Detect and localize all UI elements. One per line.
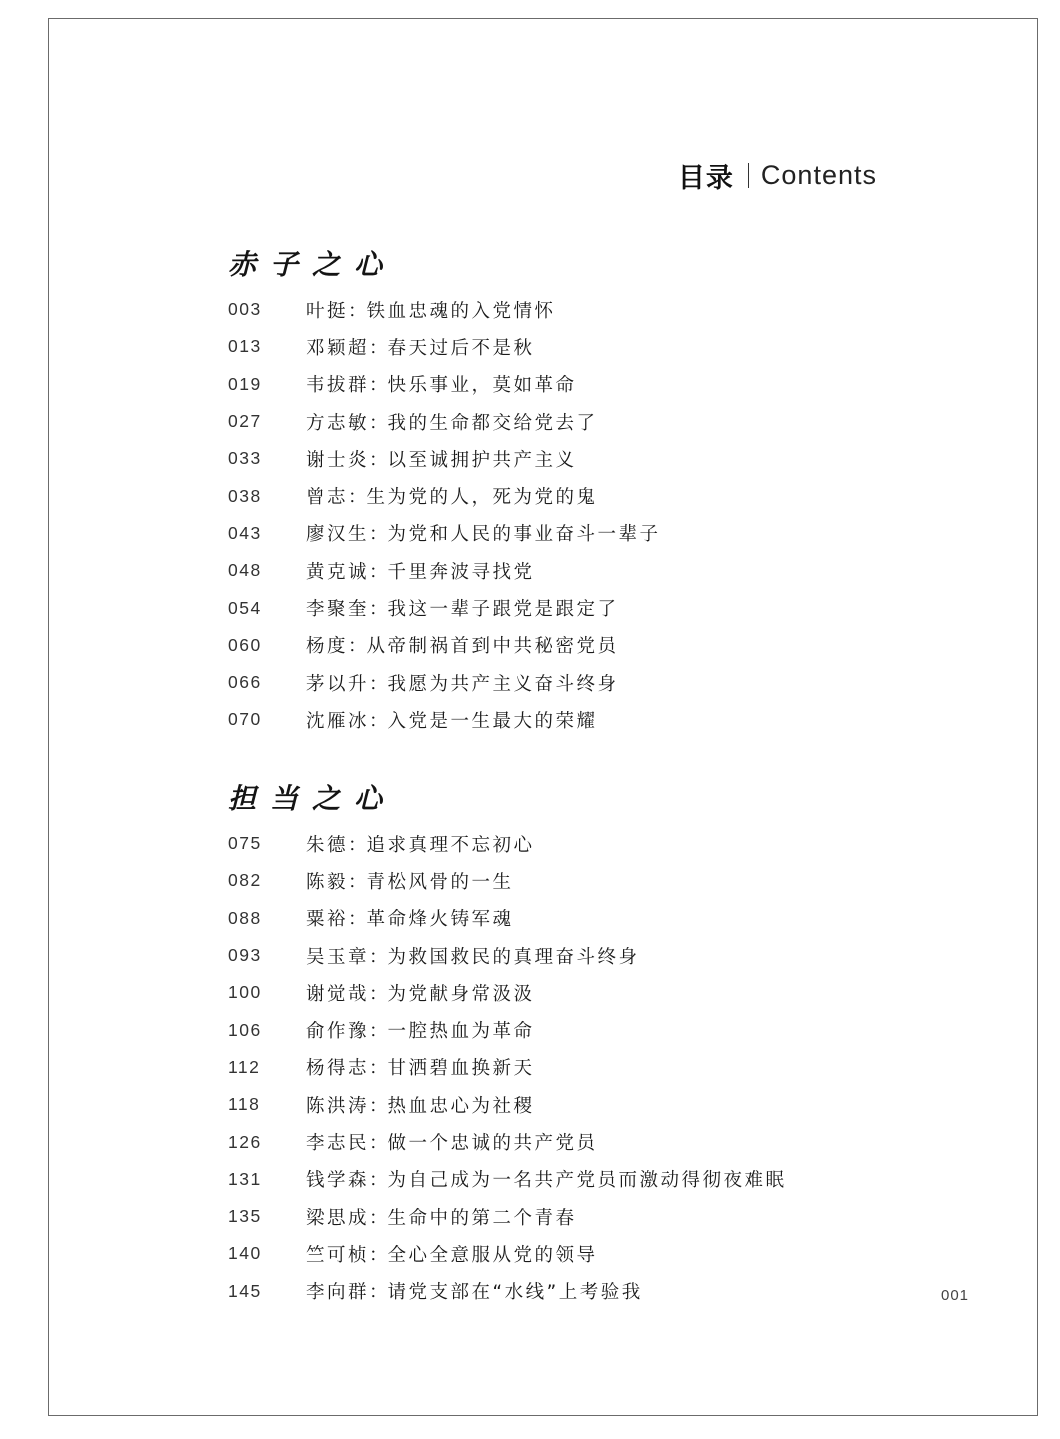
entry-title: 为自己成为一名共产党员而激动得彻夜难眠 [387,1170,787,1192]
entry-person-name: 竺可桢 [306,1244,370,1266]
entry-page-number: 003 [228,299,262,320]
entry-person-name: 茅以升 [306,673,370,695]
entry-page-number: 019 [228,373,262,394]
heading-english: Contents [760,160,877,190]
toc-entry[interactable] [228,1273,948,1310]
entry-page-number: 066 [228,672,262,693]
toc-entry[interactable] [228,589,948,626]
entry-title: 我这一辈子跟党是跟定了 [387,599,619,621]
entry-person-name: 谢觉哉 [306,983,370,1005]
toc-entry[interactable] [228,701,948,738]
entry-person-name: 陈毅 [306,871,349,893]
entry-title: 快乐事业，莫如革命 [387,375,577,397]
entry-page-number: 135 [228,1206,262,1227]
entry-person-name: 韦拔群 [306,375,370,397]
toc-entry[interactable] [228,1086,948,1123]
entry-person-name: 方志敏 [306,412,370,434]
entry-title: 千里奔波寻找党 [387,561,535,583]
section-title: 担当之心 [228,782,397,815]
entry-title: 革命烽火铸军魂 [366,909,514,931]
toc-entry[interactable] [228,1198,948,1235]
toc-entry[interactable] [228,862,948,899]
entry-title: 以至诚拥护共产主义 [387,449,577,471]
toc-entry[interactable] [228,1123,948,1160]
entry-separator: ： [369,983,388,1005]
entry-page-number: 140 [228,1243,262,1264]
entry-page-number: 100 [228,982,262,1003]
toc-section-1 [228,243,948,739]
entry-person-name: 曾志 [306,487,349,509]
toc-entry[interactable] [228,477,948,514]
entry-title: 热血忠心为社稷 [387,1095,535,1117]
toc-entry[interactable] [228,366,948,403]
entry-person-name: 黄克诚 [306,561,370,583]
entry-person-name: 俞作豫 [306,1021,370,1043]
entry-separator: ： [369,1244,388,1266]
entry-separator: ： [369,946,388,968]
entry-person-name: 粟裕 [306,909,349,931]
entry-separator: ： [369,710,388,732]
entry-page-number: 131 [228,1168,262,1189]
toc-entry[interactable] [228,1235,948,1272]
entry-page-number: 112 [228,1056,261,1077]
entry-title: 从帝制祸首到中共秘密党员 [366,636,619,658]
entry-person-name: 邓颖超 [306,337,370,359]
entry-title: 生为党的人，死为党的鬼 [366,487,598,509]
entry-title: 为党献身常汲汲 [387,983,535,1005]
entry-separator: ： [348,487,367,509]
toc-entry[interactable] [228,900,948,937]
entry-page-number: 126 [228,1131,262,1152]
heading-chinese: 目录 [677,163,734,194]
toc-entry[interactable] [228,825,948,862]
entry-page-number: 118 [228,1094,261,1115]
toc-entry[interactable] [228,974,948,1011]
toc-entry[interactable] [228,440,948,477]
entry-title: 我的生命都交给党去了 [387,412,598,434]
entry-person-name: 李志民 [306,1133,370,1155]
entry-separator: ： [369,412,388,434]
entry-separator: ： [369,599,388,621]
entry-page-number: 060 [228,634,262,655]
entry-person-name: 廖汉生 [306,524,370,546]
entry-title: 青松风骨的一生 [366,871,514,893]
entry-title: 生命中的第二个青春 [387,1207,577,1229]
entry-person-name: 李向群 [306,1282,370,1304]
entry-title: 全心全意服从党的领导 [387,1244,598,1266]
entry-person-name: 杨度 [306,636,349,658]
toc-heading [678,156,877,195]
entry-page-number: 106 [228,1019,262,1040]
entry-person-name: 杨得志 [306,1058,370,1080]
toc-entry[interactable] [228,403,948,440]
entry-separator: ： [369,1133,388,1155]
toc-entry[interactable] [228,552,948,589]
entry-person-name: 沈雁冰 [306,710,370,732]
toc-section-2 [228,777,948,1310]
toc-entry[interactable] [228,1049,948,1086]
entry-page-number: 088 [228,907,262,928]
page-number: 001 [941,1287,970,1304]
entry-person-name: 李聚奎 [306,599,370,621]
entry-person-name: 朱德 [306,834,349,856]
entry-title: 我愿为共产主义奋斗终身 [387,673,619,695]
entry-separator: ： [369,1207,388,1229]
toc-entry[interactable] [228,515,948,552]
entry-separator: ： [369,1282,388,1304]
entry-person-name: 梁思成 [306,1207,370,1229]
entry-person-name: 吴玉章 [306,946,370,968]
entry-person-name: 叶挺 [306,300,349,322]
entry-separator: ： [369,1058,388,1080]
entry-separator: ： [369,524,388,546]
entry-separator: ： [348,834,367,856]
toc-entry[interactable] [228,328,948,365]
entry-separator: ： [369,449,388,471]
entry-separator: ： [348,909,367,931]
entry-separator: ： [369,1170,388,1192]
entry-page-number: 082 [228,870,262,891]
entry-page-number: 145 [228,1280,262,1301]
toc-entry[interactable] [228,627,948,664]
entry-title: 做一个忠诚的共产党员 [387,1133,598,1155]
entry-page-number: 048 [228,560,262,581]
entry-page-number: 054 [228,597,262,618]
entry-separator: ： [369,337,388,359]
entry-separator: ： [348,636,367,658]
entry-separator: ： [348,871,367,893]
entry-separator: ： [369,673,388,695]
entry-separator: ： [369,1095,388,1117]
entry-separator: ： [348,300,367,322]
entry-title: 一腔热血为革命 [387,1021,535,1043]
entry-title: 追求真理不忘初心 [366,834,535,856]
entry-page-number: 013 [228,336,262,357]
entry-separator: ： [369,561,388,583]
entry-person-name: 谢士炎 [306,449,370,471]
entry-page-number: 038 [228,485,262,506]
entry-page-number: 033 [228,448,262,469]
entry-title: 为救国救民的真理奋斗终身 [387,946,640,968]
toc-entry[interactable] [228,937,948,974]
heading-divider [748,163,749,188]
entry-title: 请党支部在“水线”上考验我 [387,1282,643,1304]
entry-page-number: 075 [228,833,262,854]
entry-title: 春天过后不是秋 [387,337,535,359]
entry-person-name: 钱学森 [306,1170,370,1192]
section-title: 赤子之心 [228,248,397,281]
toc-entry[interactable] [228,291,948,328]
toc-entry[interactable] [228,664,948,701]
entry-separator: ： [369,1021,388,1043]
toc-entry[interactable] [228,1011,948,1048]
entry-title: 为党和人民的事业奋斗一辈子 [387,524,661,546]
entry-page-number: 027 [228,411,262,432]
entry-page-number: 093 [228,945,262,966]
entry-page-number: 070 [228,709,262,730]
entry-page-number: 043 [228,522,262,543]
entry-person-name: 陈洪涛 [306,1095,370,1117]
entry-title: 甘洒碧血换新天 [387,1058,535,1080]
entry-title: 入党是一生最大的荣耀 [387,710,598,732]
toc-entry[interactable] [228,1161,948,1198]
entry-separator: ： [369,375,388,397]
entry-title: 铁血忠魂的入党情怀 [366,300,556,322]
